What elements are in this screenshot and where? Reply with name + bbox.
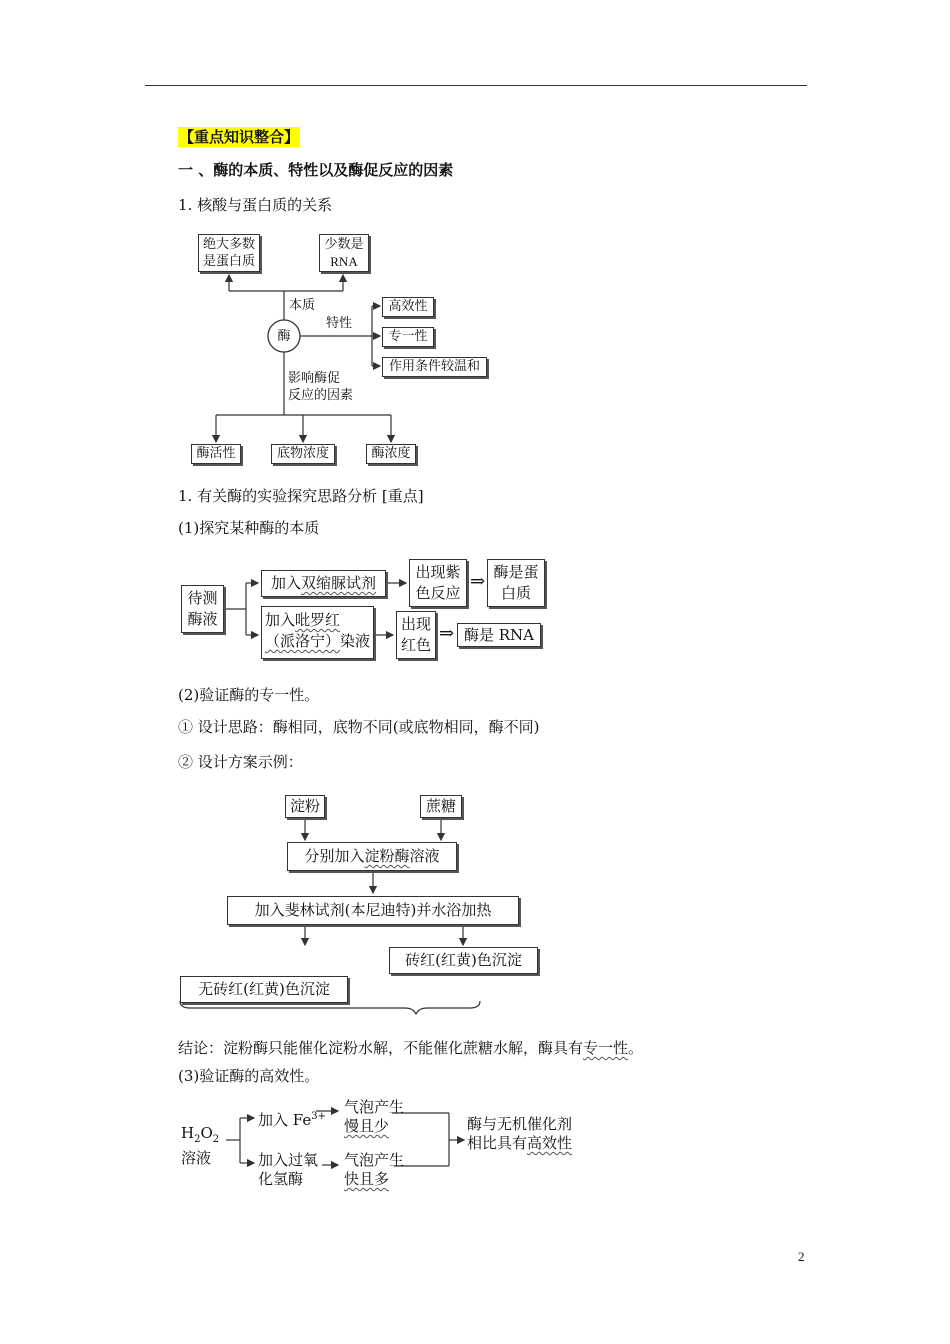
box-pyronin-stain: 加入吡罗红 （派洛宁）染液 [261, 606, 374, 659]
box-add-fehling: 加入斐林试剂(本尼迪特)并水浴加热 [227, 896, 519, 925]
sub-2-example: ② 设计方案示例： [178, 753, 303, 771]
box-add-amylase: 分别加入淀粉酶溶液 [287, 842, 457, 871]
box-red-color: 出现 红色 [396, 611, 436, 659]
center-enzyme: 酶 [277, 329, 291, 344]
box-sample-enzyme: 待测 酶液 [181, 585, 224, 633]
sub-2-idea: ① 设计思路：酶相同，底物不同(或底物相同，酶不同) [178, 718, 540, 736]
sub-2-title: (2)验证酶的专一性。 [178, 686, 320, 704]
add-fe3: 加入 $Fe^{3+}$ [258, 1111, 326, 1129]
conclusion: 结论：淀粉酶只能催化淀粉水解，不能催化蔗糖水解，酶具有专一性。 [178, 1039, 644, 1057]
factor-enzyme-activity: 酶活性 [191, 444, 241, 464]
box-minority-rna: 少数是 RNA [319, 234, 369, 272]
trait-efficiency: 高效性 [382, 297, 434, 317]
sub-3-title: (3)验证酶的高效性。 [178, 1067, 320, 1085]
box-majority-protein: 绝大多数 是蛋白质 [198, 234, 260, 272]
label-essence: 本质 [289, 298, 316, 313]
item-2-title: 1. 有关酶的实验探究思路分析 [重点] [178, 487, 424, 505]
box-conclusion-protein: 酶是蛋 白质 [487, 559, 545, 607]
box-result-brick-red: 砖红(红黄)色沉淀 [389, 947, 538, 974]
factor-enzyme-concentration: 酶浓度 [366, 444, 416, 464]
box-conclusion-rna: 酶是 RNA [457, 623, 541, 647]
label-traits: 特性 [326, 316, 353, 331]
box-starch: 淀粉 [285, 795, 325, 818]
catalase-result: 气泡产生 快且多 [344, 1151, 405, 1188]
heading-1: 一 、酶的本质、特性以及酶促反应的因素 [178, 161, 454, 179]
trait-specificity: 专一性 [382, 327, 434, 347]
item-1-title: 1. 核酸与蛋白质的关系 [178, 196, 333, 214]
trait-mild-conditions: 作用条件较温和 [382, 357, 487, 377]
label-factors: 影响酶促 反应的因素 [288, 371, 354, 403]
box-sucrose: 蔗糖 [420, 795, 462, 818]
implies-icon: ⇒ [470, 571, 486, 592]
box-result-no-precipitate: 无砖红(红黄)色沉淀 [180, 976, 348, 1003]
add-catalase: 加入过氧 化氢酶 [258, 1151, 319, 1188]
implies-icon: ⇒ [439, 623, 455, 644]
page-number: 2 [798, 1249, 805, 1264]
h2o2-solution: $H_2O_2$ 溶液 [181, 1124, 220, 1167]
final-conclusion: 酶与无机催化剂 相比具有高效性 [467, 1115, 573, 1152]
factor-substrate-concentration: 底物浓度 [271, 444, 335, 464]
fe-result: 气泡产生 慢且少 [344, 1098, 405, 1135]
section-tag: 【重点知识整合】 [179, 128, 300, 146]
box-biuret-reagent: 加入双缩脲试剂 [261, 570, 386, 597]
sub-1-title: (1)探究某种酶的本质 [178, 519, 320, 537]
box-purple-reaction: 出现紫 色反应 [409, 559, 467, 607]
